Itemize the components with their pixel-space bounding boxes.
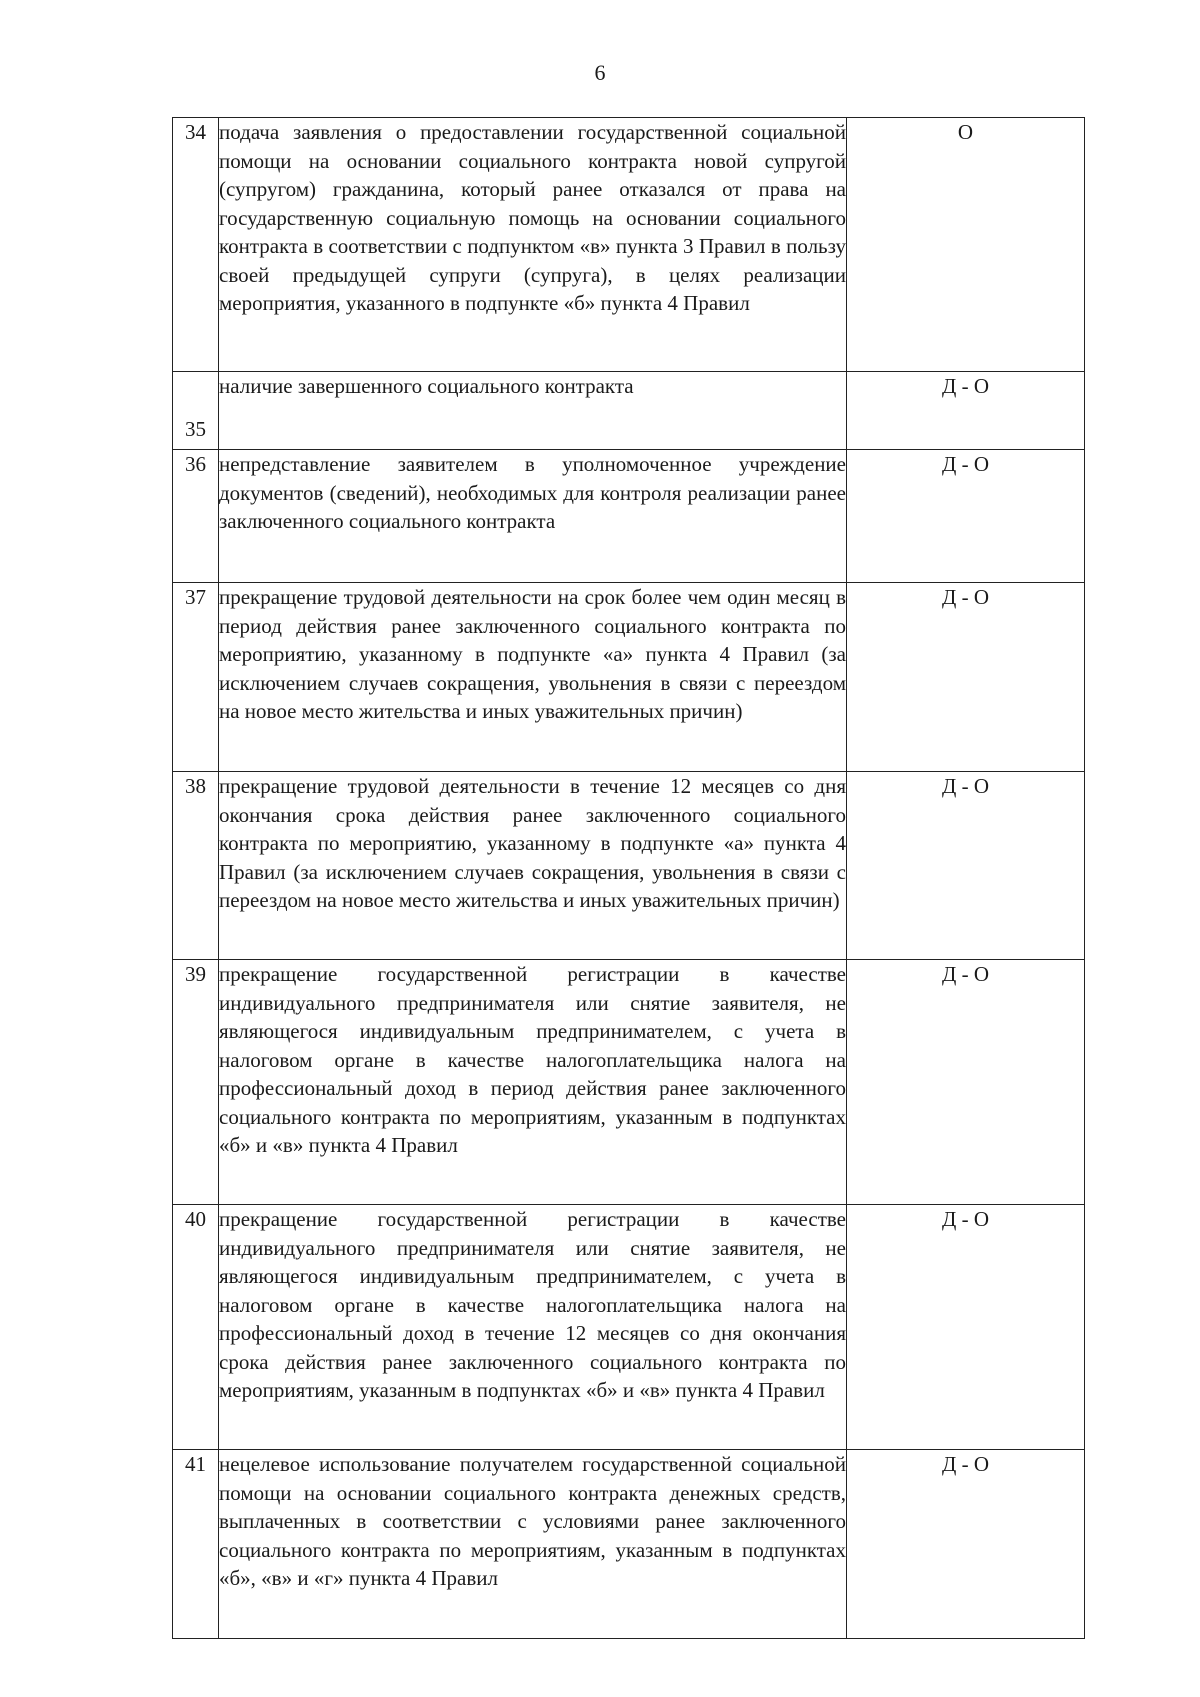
conditions-table <box>172 117 1085 1639</box>
row-code: Д - О <box>847 1205 1085 1450</box>
row-code: Д - О <box>847 960 1085 1205</box>
table-row <box>173 450 1085 583</box>
row-code: Д - О <box>847 1450 1085 1639</box>
row-code: О <box>847 118 1085 372</box>
page-number: 6 <box>594 60 606 85</box>
table-row <box>173 583 1085 772</box>
row-number: 39 <box>173 960 219 1205</box>
row-code: Д - О <box>847 450 1085 583</box>
row-text: непредставление заявителем в уполномоченное учреждение документов (сведений), необходимых для контроля реализации ранее заключенного социального контракта <box>219 450 847 583</box>
table-row <box>173 1450 1085 1639</box>
table-row <box>173 772 1085 960</box>
row-code: Д - О <box>847 772 1085 960</box>
row-text: прекращение государственной регистрации в качестве индивидуального предпринимателя или снятие заявителя, не являющегося индивидуальным предпринимателем, с учета в налоговом органе в качестве налогоплательщика налога на профессиональный доход в течение 12 месяцев со дня окончания срока действия ранее заключенного социального контракта по мероприятиям, указанным в подпунктах «б» и «в» пункта 4 Правил <box>219 1205 847 1450</box>
table-row <box>173 372 1085 450</box>
table-row <box>173 960 1085 1205</box>
row-text: прекращение трудовой деятельности в течение 12 месяцев со дня окончания срока действия ранее заключенного социального контракта по мероприятию, указанному в подпункте «а» пункта 4 Правил (за исключением случаев сокращения, увольнения в связи с переездом на новое место жительства и иных уважительных причин) <box>219 772 847 960</box>
row-number: 34 <box>173 118 219 372</box>
table-row <box>173 118 1085 372</box>
row-number: 37 <box>173 583 219 772</box>
row-text: наличие завершенного социального контракта <box>219 372 847 450</box>
row-number: 35 <box>173 372 219 450</box>
row-text: нецелевое использование получателем государственной социальной помощи на основании социального контракта денежных средств, выплаченных в соответствии с условиями ранее заключенного социального контракта по мероприятиям, указанным в подпунктах «б», «в» и «г» пункта 4 Правил <box>219 1450 847 1639</box>
row-text: подача заявления о предоставлении государственной социальной помощи на основании социального контракта новой супругой (супругом) гражданина, который ранее отказался от права на государственную социальную помощь на основании социального контракта в соответствии с подпунктом «в» пункта 3 Правил в пользу своей предыдущей супруги (супруга), в целях реализации мероприятия, указанного в подпункте «б» пункта 4 Правил <box>219 118 847 372</box>
row-number: 38 <box>173 772 219 960</box>
row-text: прекращение государственной регистрации в качестве индивидуального предпринимателя или снятие заявителя, не являющегося индивидуальным предпринимателем, с учета в налоговом органе в качестве налогоплательщика налога на профессиональный доход в период действия ранее заключенного социального контракта по мероприятиям, указанным в подпунктах «б» и «в» пункта 4 Правил <box>219 960 847 1205</box>
row-number: 41 <box>173 1450 219 1639</box>
row-number: 40 <box>173 1205 219 1450</box>
row-text: прекращение трудовой деятельности на срок более чем один месяц в период действия ранее заключенного социального контракта по мероприятию, указанному в подпункте «а» пункта 4 Правил (за исключением случаев сокращения, увольнения в связи с переездом на новое место жительства и иных уважительных причин) <box>219 583 847 772</box>
row-code: Д - О <box>847 372 1085 450</box>
row-code: Д - О <box>847 583 1085 772</box>
table-row <box>173 1205 1085 1450</box>
row-number: 36 <box>173 450 219 583</box>
